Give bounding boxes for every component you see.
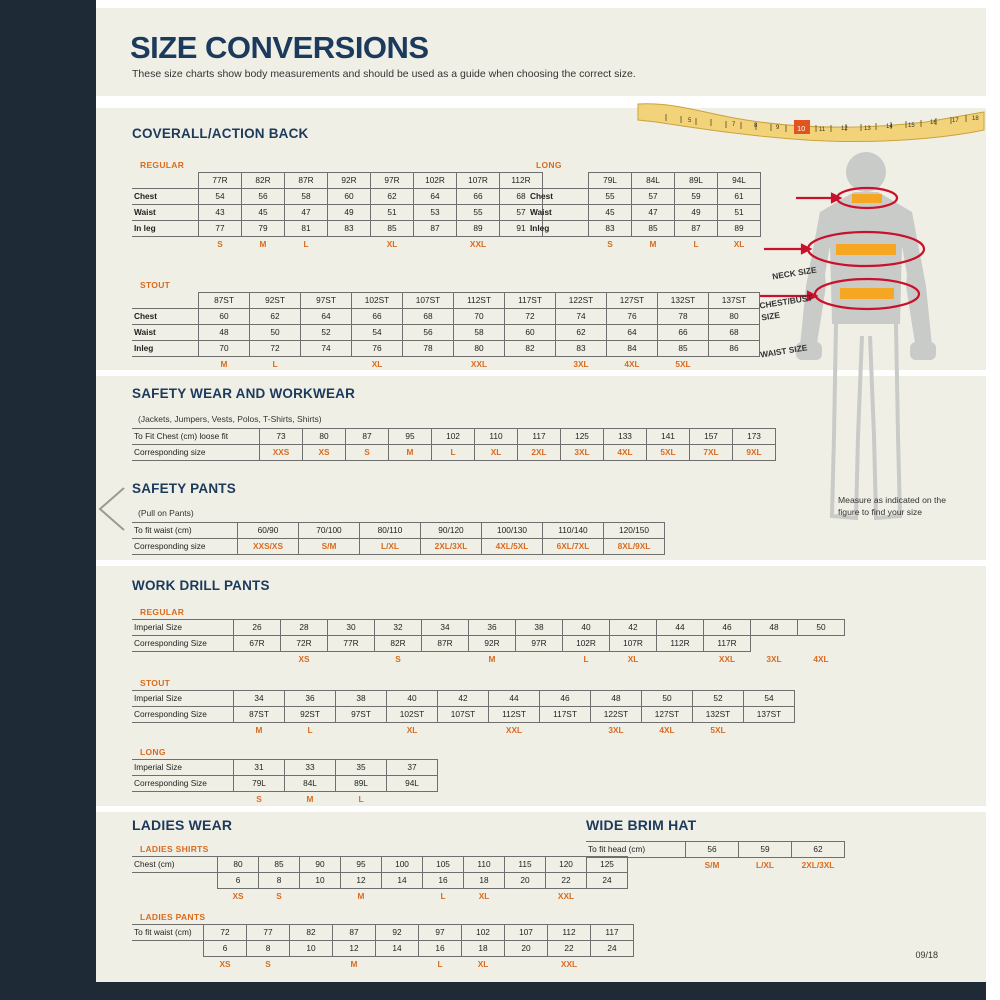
table-row: Corresponding size XXS/XS S/M L/XL 2XL/3XL 4XL/5XL 6XL/7XL 8XL/9XL <box>132 539 665 555</box>
safetypants-note: (Pull on Pants) <box>138 508 194 518</box>
table-coverall-regular <box>132 172 543 251</box>
table-row: To fit head (cm) 56 59 62 <box>586 842 845 858</box>
table-row: 6 8 10 12 14 16 18 20 22 24 <box>132 873 628 889</box>
table-row: 6 8 10 12 14 16 18 20 22 24 <box>132 941 634 957</box>
table-row: Chest 54 56 58 60 62 64 66 68 <box>132 189 543 205</box>
svg-text:8: 8 <box>754 123 758 129</box>
document-sheet <box>96 8 986 982</box>
table-hat <box>586 841 845 872</box>
table-row: Corresponding Size 67R 72R 77R 82R 87R 92R 97R 102R 107R 112R 117R <box>132 636 845 652</box>
svg-text:12: 12 <box>841 126 848 132</box>
svg-text:14: 14 <box>886 124 893 130</box>
body-measurement-figure <box>736 136 986 556</box>
section-title-ladies: LADIES WEAR <box>132 817 233 833</box>
group-label-ladies-shirts: LADIES SHIRTS <box>140 844 209 854</box>
page-title: SIZE CONVERSIONS <box>130 30 429 65</box>
table-row: Corresponding size XXS XS S M L XL 2XL 3XL 4XL 5XL 7XL 9XL <box>132 445 776 461</box>
section-title-drill: WORK DRILL PANTS <box>132 578 270 593</box>
table-row: Chest 60 62 64 66 68 70 72 74 76 78 80 <box>132 309 760 325</box>
table-size-row: M L XL XXL 3XL 4XL 5XL <box>220 359 691 369</box>
table-safetywear <box>132 428 776 461</box>
table-ladies-shirts <box>132 856 628 903</box>
table-row: To Fit Chest (cm) loose fit 73 80 87 95 102 110 117 125 133 141 157 173 <box>132 429 776 445</box>
table-size-row: S M L XL XXL <box>217 239 487 249</box>
right-white-margin <box>986 0 1000 1000</box>
table-row: Chest 55 57 59 61 <box>528 189 761 205</box>
table-ladies-pants <box>132 924 634 971</box>
table-safetypants <box>132 522 665 555</box>
table-row: Waist 48 50 52 54 56 58 60 62 64 66 68 <box>132 325 760 341</box>
table-drill-stout <box>132 690 795 737</box>
table-row: To fit waist (cm) 72 77 82 87 92 97 102 107 112 117 <box>132 925 634 941</box>
group-label-regular: REGULAR <box>140 160 185 170</box>
figure-label-waist: WAIST SIZE <box>759 342 808 360</box>
table-row: Chest (cm) 80 85 90 95 100 105 110 115 120 125 <box>132 857 628 873</box>
svg-text:5: 5 <box>688 118 692 124</box>
svg-text:11: 11 <box>819 127 826 133</box>
table-row: Imperial Size 31 33 35 37 <box>132 760 438 776</box>
table-coverall-stout <box>132 292 760 371</box>
svg-text:16: 16 <box>930 120 937 126</box>
table-row: Inleg 83 85 87 89 <box>528 221 761 237</box>
section-title-coverall: COVERALL/ACTION BACK <box>132 126 309 141</box>
page-subtitle: These size charts show body measurements and should be used as a guide when choosing the correct size. <box>132 68 636 80</box>
section-title-safetywear: SAFETY WEAR AND WORKWEAR <box>132 386 356 401</box>
date-code: 09/18 <box>915 950 938 960</box>
svg-text:9: 9 <box>776 125 780 131</box>
svg-text:7: 7 <box>732 122 736 128</box>
table-size-row: XS S M L XL XXL 3XL 4XL <box>298 653 829 664</box>
table-size-row: S M L <box>256 794 364 804</box>
figure-caption: Measure as indicated on the figure to find your size <box>838 495 946 517</box>
group-label-drill-regular: REGULAR <box>140 607 185 617</box>
table-row: Waist 43 45 47 49 51 53 55 57 <box>132 205 543 221</box>
table-size-row: XS S M L XL XXL <box>219 959 578 969</box>
svg-text:15: 15 <box>908 123 915 129</box>
section-title-safetypants: SAFETY PANTS <box>132 481 236 496</box>
svg-text:10: 10 <box>797 124 806 133</box>
group-label-drill-stout: STOUT <box>140 678 171 688</box>
table-row: Imperial Size 34 36 38 40 42 44 46 48 50 52 54 <box>132 691 795 707</box>
svg-text:17: 17 <box>952 118 959 124</box>
table-row: Corresponding Size 87ST 92ST 97ST 102ST 107ST 112ST 117ST 122ST 127ST 132ST 137ST <box>132 707 795 723</box>
table-row: Inleg 70 72 74 76 78 80 82 83 84 85 86 <box>132 341 760 357</box>
table-row: Waist 45 47 49 51 <box>528 205 761 221</box>
table-header-row: 87ST 92ST 97ST 102ST 107ST 112ST 117ST 122ST 127ST 132ST 137ST <box>132 293 760 309</box>
table-row: Imperial Size 26 28 30 32 34 36 38 40 42 44 46 48 50 <box>132 620 845 636</box>
table-row: To fit waist (cm) 60/90 70/100 80/110 90/120 100/130 110/140 120/150 <box>132 523 665 539</box>
group-label-long: LONG <box>536 160 562 170</box>
table-size-row: XS S M L XL XXL <box>232 891 575 901</box>
table-size-row: M L XL XXL 3XL 4XL 5XL <box>255 725 726 735</box>
svg-text:18: 18 <box>972 116 979 122</box>
figure-label-neck: NECK SIZE <box>771 264 818 282</box>
safetywear-note: (Jackets, Jumpers, Vests, Polos, T-Shirts, Shirts) <box>138 414 322 424</box>
group-label-stout: STOUT <box>140 280 171 290</box>
group-label-drill-long: LONG <box>140 747 166 757</box>
table-drill-long <box>132 759 438 806</box>
section-title-hat: WIDE BRIM HAT <box>586 817 697 833</box>
table-size-row: S M L XL <box>607 239 745 249</box>
svg-text:13: 13 <box>864 126 871 132</box>
group-label-ladies-pants: LADIES PANTS <box>140 912 206 922</box>
table-drill-regular <box>132 619 845 666</box>
table-header-row: 77R 82R 87R 92R 97R 102R 107R 112R <box>132 173 543 189</box>
table-header-row: 79L 84L 89L 94L <box>528 173 761 189</box>
table-row: Corresponding Size 79L 84L 89L 94L <box>132 776 438 792</box>
table-coverall-long <box>528 172 761 251</box>
figure-label-chest: CHEST/BUST SIZE <box>758 292 814 323</box>
left-dark-band <box>0 0 96 1000</box>
table-size-row: S/M L/XL 2XL/3XL <box>704 860 835 870</box>
table-row: In leg 77 79 81 83 85 87 89 91 <box>132 221 543 237</box>
chevron-left-icon <box>94 486 130 532</box>
bottom-dark-band <box>0 982 1000 1000</box>
